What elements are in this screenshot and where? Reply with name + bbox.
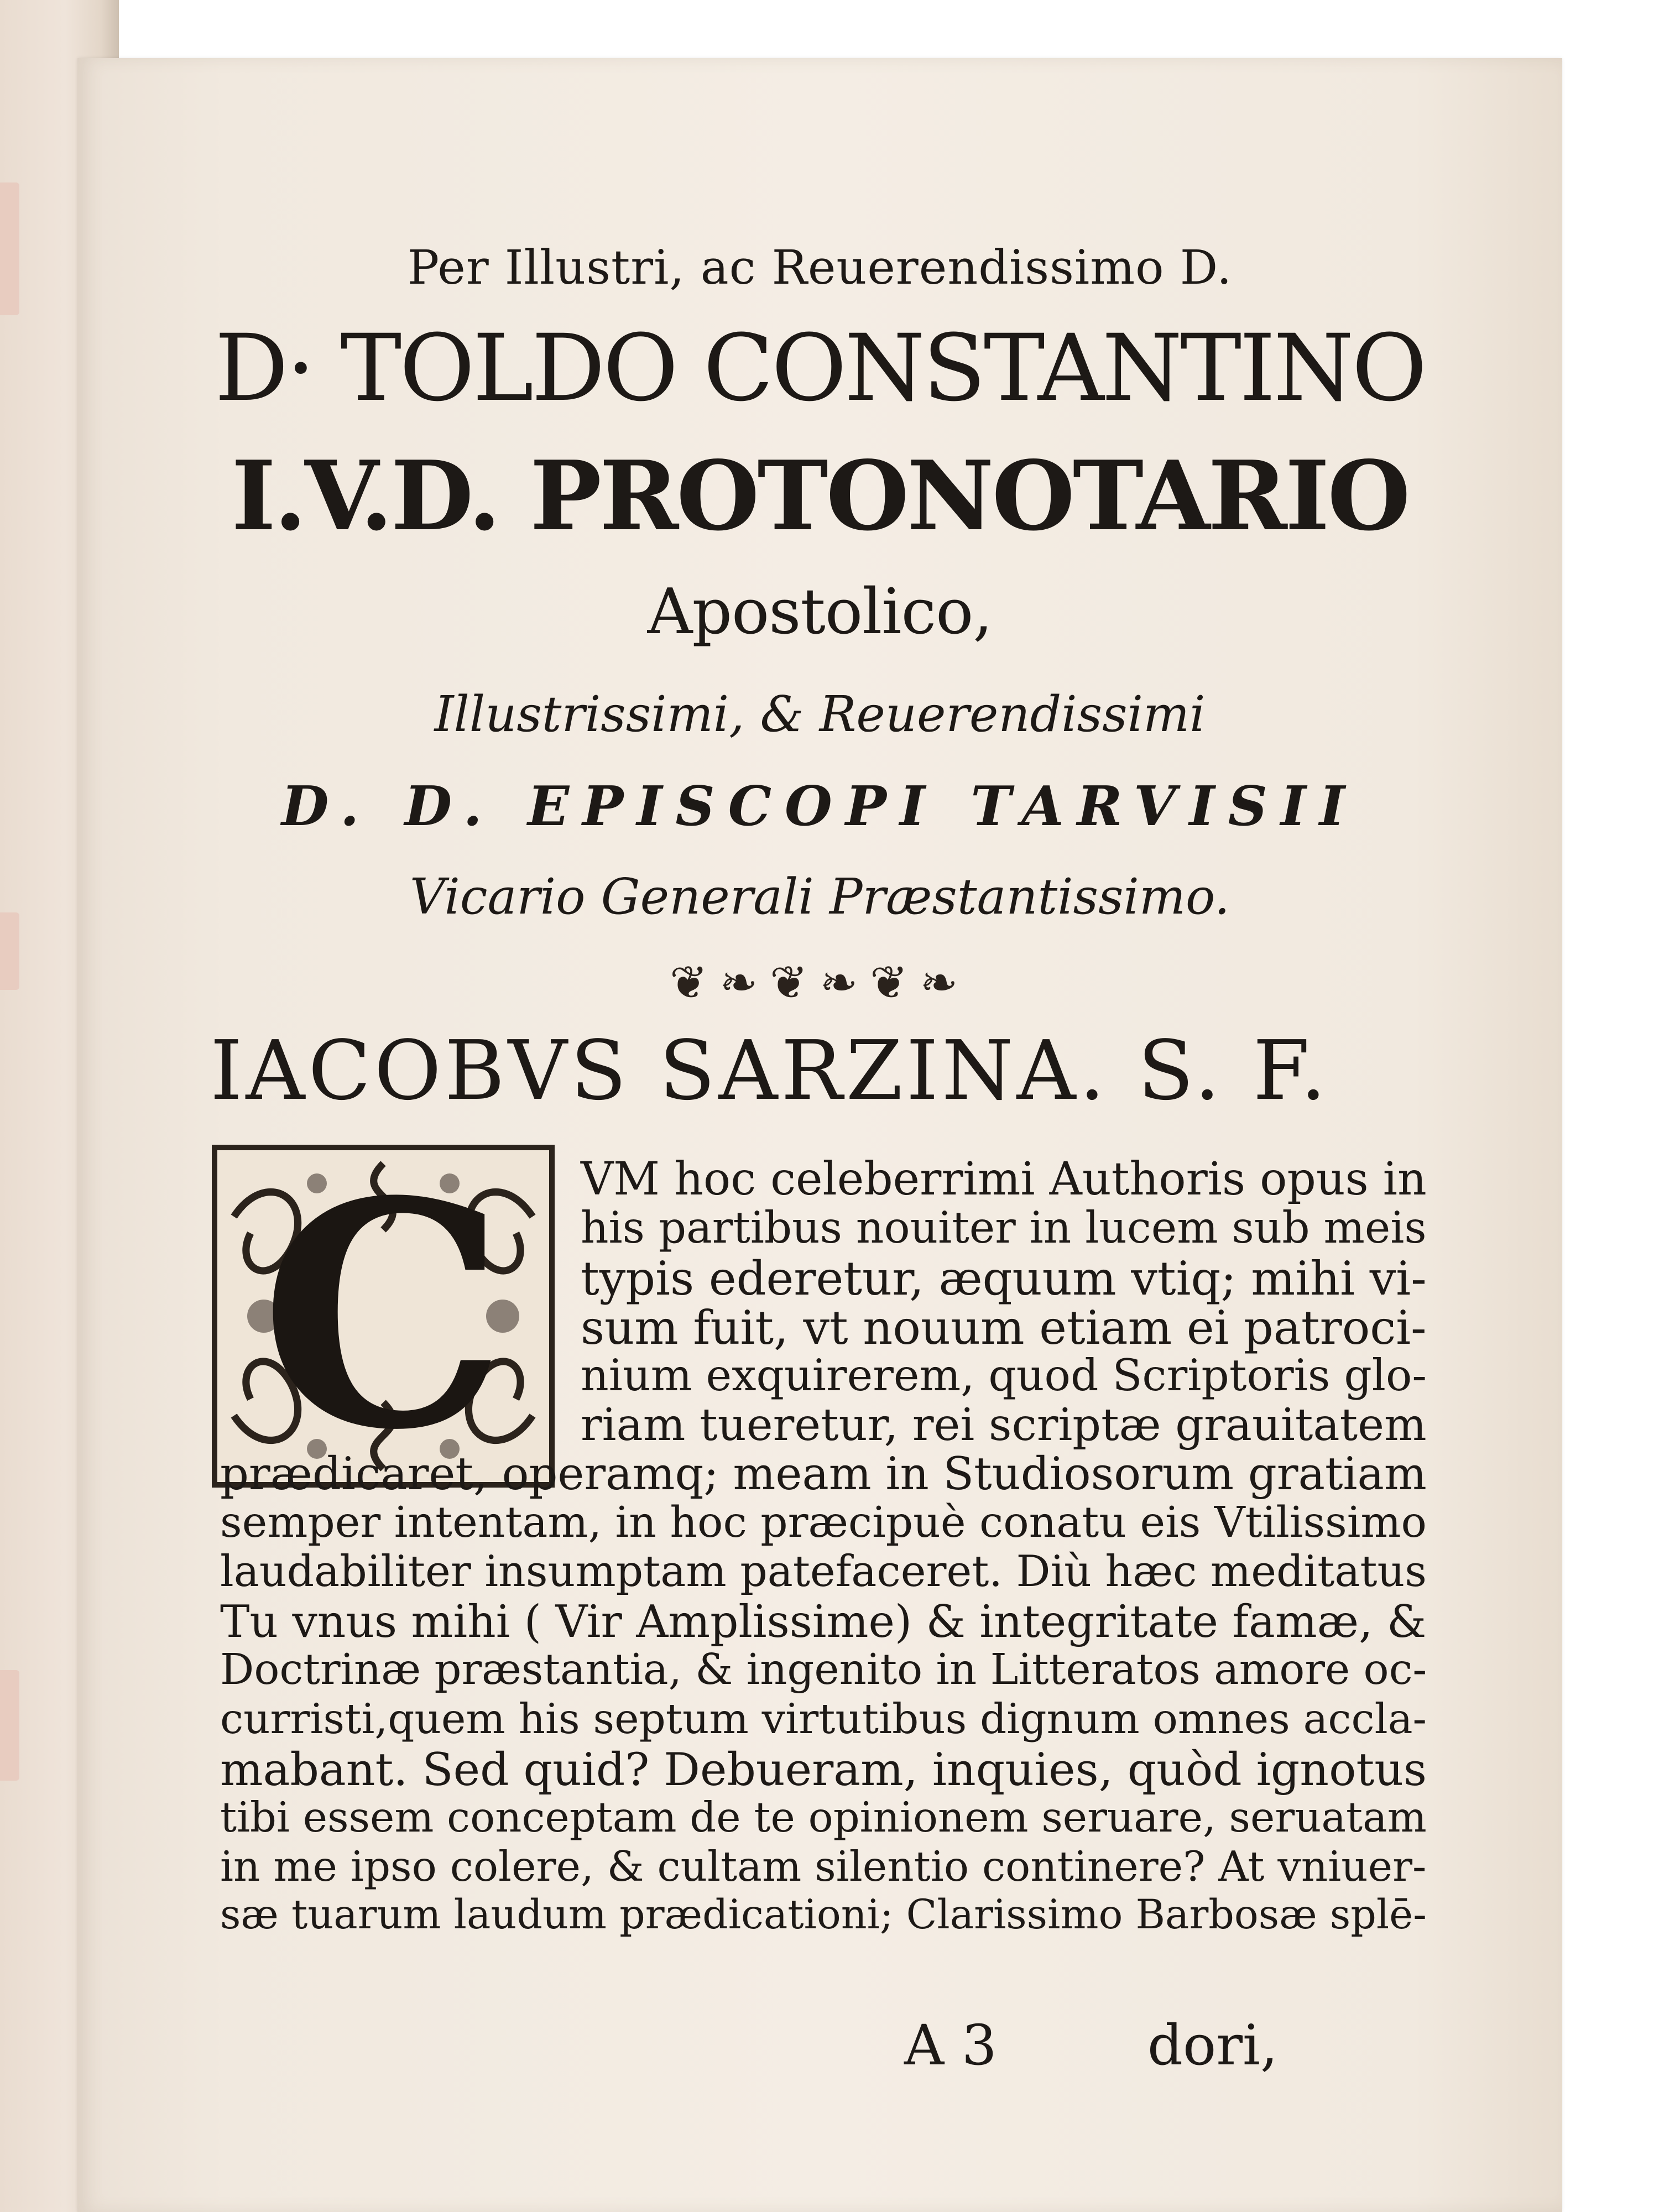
body-text-line: semper intentam, in hoc præcipuè conatu eis Vtilissimo: [220, 1498, 1427, 1547]
dedication-line-5: Illustrissimi, & Reuerendissimi: [434, 686, 1206, 743]
dedicatee-title-cont: Apostolico,: [647, 575, 993, 648]
red-ink-mark: [0, 1670, 19, 1781]
body-text-line: nium exquirerem, quod Scriptoris glo-: [581, 1350, 1427, 1401]
initial-letter: C: [260, 1145, 507, 1488]
body-text-line: curristi,quem his septum virtutibus dignum omnes accla-: [220, 1694, 1427, 1743]
typographic-ornament: ❦❧❦❧❦❧: [669, 957, 971, 1009]
catchword: dori,: [1147, 2013, 1278, 2078]
dedication-line-7: Vicario Generali Præstantissimo.: [410, 868, 1230, 925]
body-text-line: prædicaret, operamq; meam in Studiosorum gratiam: [220, 1448, 1427, 1500]
body-text-line: tibi essem conceptam de te opinionem seruare, seruatam: [220, 1793, 1427, 1841]
book-page: [77, 58, 1562, 2212]
body-text-line: Tu vnus mihi ( Vir Amplissime) & integritate famæ, &: [220, 1596, 1427, 1647]
dedicatee-name: D· TOLDO CONSTANTINO: [215, 315, 1425, 422]
decorated-initial: [212, 1145, 555, 1488]
body-text-line: sæ tuarum laudum prædicationi; Clarissimo Barbosæ splē-: [220, 1891, 1427, 1938]
body-text-line: typis ederetur, æquum vtiq; mihi vi-: [581, 1251, 1427, 1306]
body-text-line: in me ipso colere, & cultam silentio continere? At vniuer-: [220, 1842, 1427, 1891]
body-text-line: sum fuit, vt nouum etiam ei patroci-: [581, 1301, 1427, 1355]
red-ink-mark: [0, 912, 19, 990]
body-text-line: riam tueretur, rei scriptæ grauitatem: [581, 1399, 1427, 1451]
body-text-line: laudabiliter insumptam patefaceret. Diù hæc meditatus: [220, 1547, 1427, 1597]
dedication-line-1: Per Illustri, ac Reuerendissimo D.: [407, 241, 1233, 295]
dedication-line-6: D. D. EPISCOPI TARVISII: [281, 774, 1358, 838]
body-text-line: VM hoc celeberrimi Authoris opus in: [581, 1153, 1427, 1206]
body-text-line: his partibus nouiter in lucem sub meis: [581, 1202, 1427, 1253]
body-text-line: Doctrinæ præstantia, & ingenito in Litteratos amore oc-: [220, 1645, 1427, 1694]
red-ink-mark: [0, 182, 19, 315]
dedicatee-title: I.V.D. PROTONOTARIO: [231, 440, 1408, 552]
body-text-line: mabant. Sed quid? Debueram, inquies, quòd ignotus: [220, 1744, 1427, 1796]
salutation: IACOBVS SARZINA. S. F.: [210, 1023, 1330, 1118]
signature-mark: A 3: [904, 2013, 997, 2078]
